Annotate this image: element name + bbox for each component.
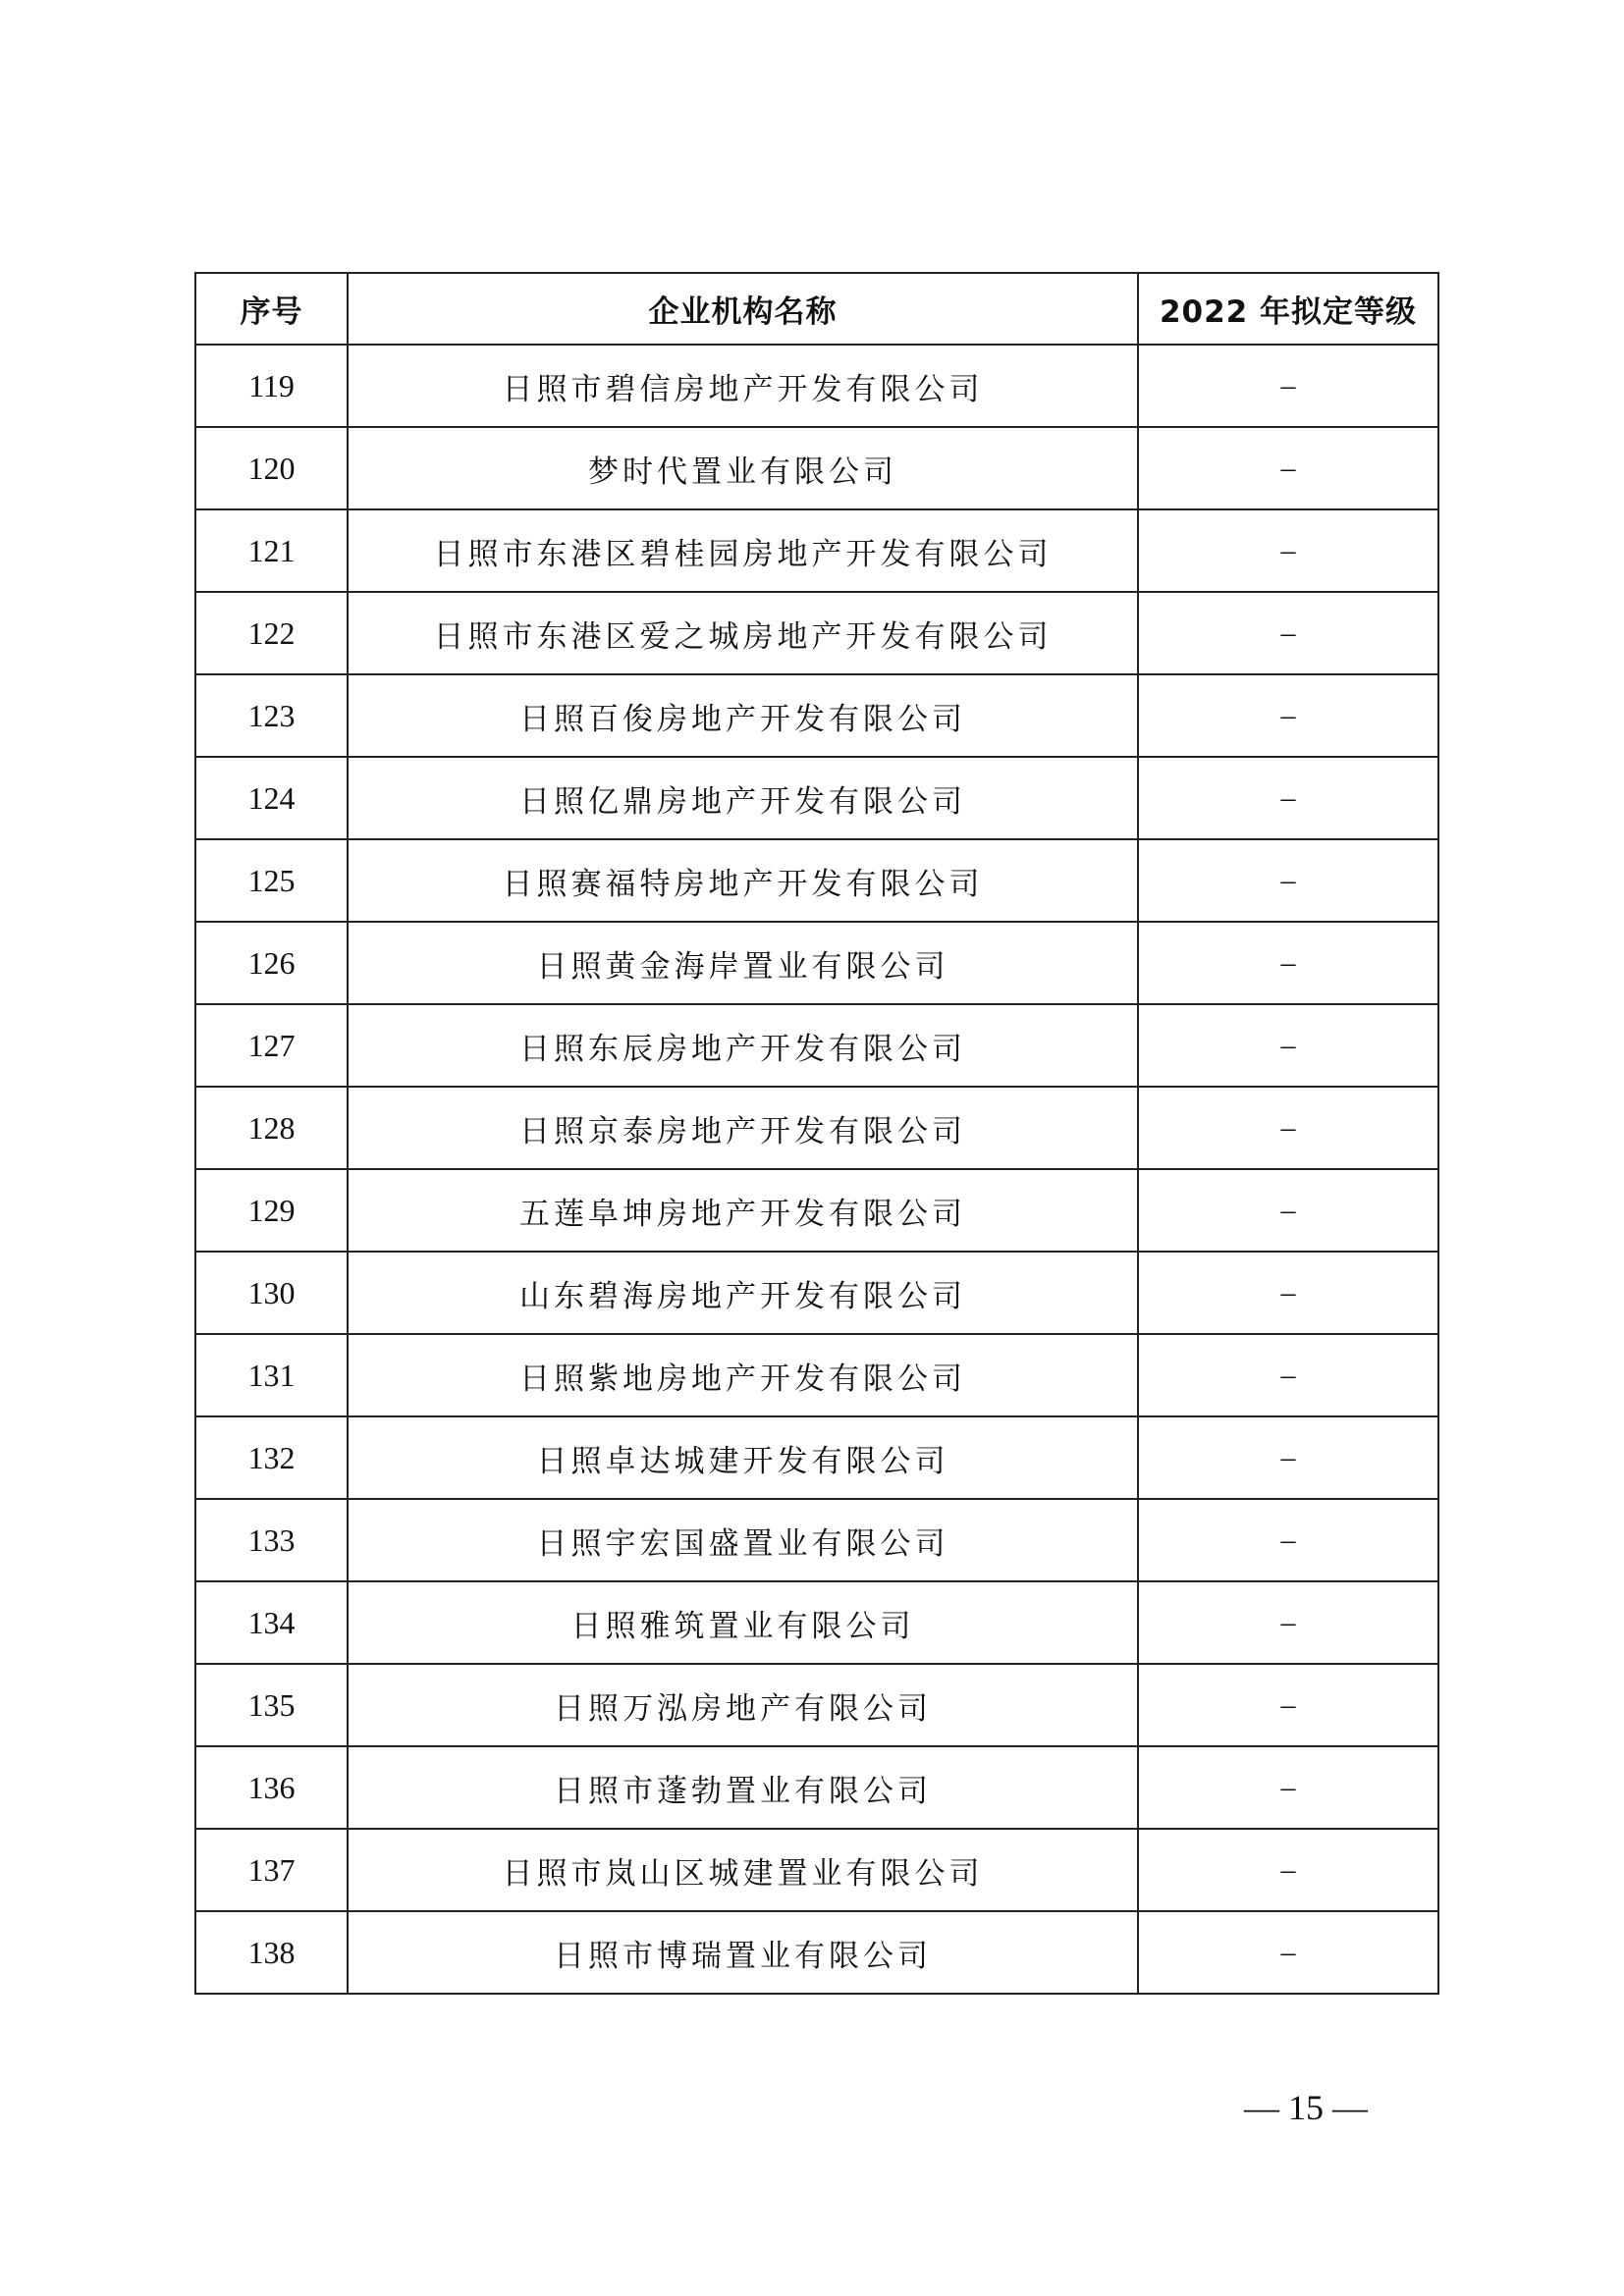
row-seq: 134 [195, 1581, 348, 1664]
row-name: 日照市碧信房地产开发有限公司 [348, 345, 1138, 427]
row-name: 梦时代置业有限公司 [348, 427, 1138, 509]
table-row [195, 1252, 1438, 1334]
table-row [195, 1004, 1438, 1087]
table-row [195, 1087, 1438, 1169]
row-name: 日照市蓬勃置业有限公司 [348, 1746, 1138, 1829]
row-grade: – [1138, 1252, 1438, 1334]
row-name: 日照黄金海岸置业有限公司 [348, 922, 1138, 1004]
row-grade: – [1138, 345, 1438, 427]
row-grade: – [1138, 839, 1438, 922]
row-grade: – [1138, 1416, 1438, 1499]
row-seq: 127 [195, 1004, 348, 1087]
table-row [195, 427, 1438, 509]
row-grade: – [1138, 1499, 1438, 1581]
row-grade: – [1138, 1334, 1438, 1416]
table-row [195, 1499, 1438, 1581]
row-name: 日照市东港区爱之城房地产开发有限公司 [348, 592, 1138, 674]
header-name: 企业机构名称 [348, 273, 1138, 345]
row-grade: – [1138, 1746, 1438, 1829]
table-row [195, 345, 1438, 427]
row-seq: 128 [195, 1087, 348, 1169]
row-name: 日照京泰房地产开发有限公司 [348, 1087, 1138, 1169]
table-row [195, 1581, 1438, 1664]
row-name: 日照赛福特房地产开发有限公司 [348, 839, 1138, 922]
row-seq: 121 [195, 509, 348, 592]
table-row [195, 1169, 1438, 1252]
row-seq: 123 [195, 674, 348, 757]
row-grade: – [1138, 592, 1438, 674]
row-seq: 119 [195, 345, 348, 427]
row-seq: 120 [195, 427, 348, 509]
table-row [195, 509, 1438, 592]
row-seq: 124 [195, 757, 348, 839]
row-name: 五莲阜坤房地产开发有限公司 [348, 1169, 1138, 1252]
table-row [195, 1416, 1438, 1499]
table-row [195, 1746, 1438, 1829]
row-grade: – [1138, 1004, 1438, 1087]
row-seq: 130 [195, 1252, 348, 1334]
table-row [195, 1829, 1438, 1911]
row-seq: 131 [195, 1334, 348, 1416]
row-grade: – [1138, 1169, 1438, 1252]
enterprise-grade-table [194, 272, 1439, 1995]
row-grade: – [1138, 427, 1438, 509]
row-grade: – [1138, 922, 1438, 1004]
row-seq: 133 [195, 1499, 348, 1581]
row-name: 日照紫地房地产开发有限公司 [348, 1334, 1138, 1416]
row-name: 日照百俊房地产开发有限公司 [348, 674, 1138, 757]
table-row [195, 922, 1438, 1004]
row-name: 日照万泓房地产有限公司 [348, 1664, 1138, 1746]
table-row [195, 757, 1438, 839]
row-name: 日照卓达城建开发有限公司 [348, 1416, 1138, 1499]
header-seq: 序号 [195, 273, 348, 345]
table-row [195, 1334, 1438, 1416]
row-name: 山东碧海房地产开发有限公司 [348, 1252, 1138, 1334]
row-seq: 137 [195, 1829, 348, 1911]
row-grade: – [1138, 1664, 1438, 1746]
row-seq: 126 [195, 922, 348, 1004]
row-seq: 138 [195, 1911, 348, 1994]
table-row [195, 839, 1438, 922]
table-row [195, 1911, 1438, 1994]
row-name: 日照市博瑞置业有限公司 [348, 1911, 1138, 1994]
table-body [195, 345, 1438, 1994]
row-name: 日照市东港区碧桂园房地产开发有限公司 [348, 509, 1138, 592]
row-grade: – [1138, 1087, 1438, 1169]
row-seq: 136 [195, 1746, 348, 1829]
header-grade: 2022 年拟定等级 [1138, 273, 1438, 345]
row-seq: 125 [195, 839, 348, 922]
table-row [195, 592, 1438, 674]
row-seq: 122 [195, 592, 348, 674]
page-number: — 15 — [1244, 2088, 1368, 2127]
row-name: 日照亿鼎房地产开发有限公司 [348, 757, 1138, 839]
table-row [195, 1664, 1438, 1746]
table-header [195, 273, 1438, 345]
row-name: 日照东辰房地产开发有限公司 [348, 1004, 1138, 1087]
row-grade: – [1138, 1911, 1438, 1994]
row-seq: 129 [195, 1169, 348, 1252]
row-seq: 135 [195, 1664, 348, 1746]
row-grade: – [1138, 757, 1438, 839]
row-grade: – [1138, 509, 1438, 592]
row-grade: – [1138, 1581, 1438, 1664]
row-name: 日照宇宏国盛置业有限公司 [348, 1499, 1138, 1581]
row-name: 日照雅筑置业有限公司 [348, 1581, 1138, 1664]
row-grade: – [1138, 674, 1438, 757]
row-name: 日照市岚山区城建置业有限公司 [348, 1829, 1138, 1911]
row-seq: 132 [195, 1416, 348, 1499]
table-row [195, 674, 1438, 757]
header-row [195, 273, 1438, 345]
row-grade: – [1138, 1829, 1438, 1911]
